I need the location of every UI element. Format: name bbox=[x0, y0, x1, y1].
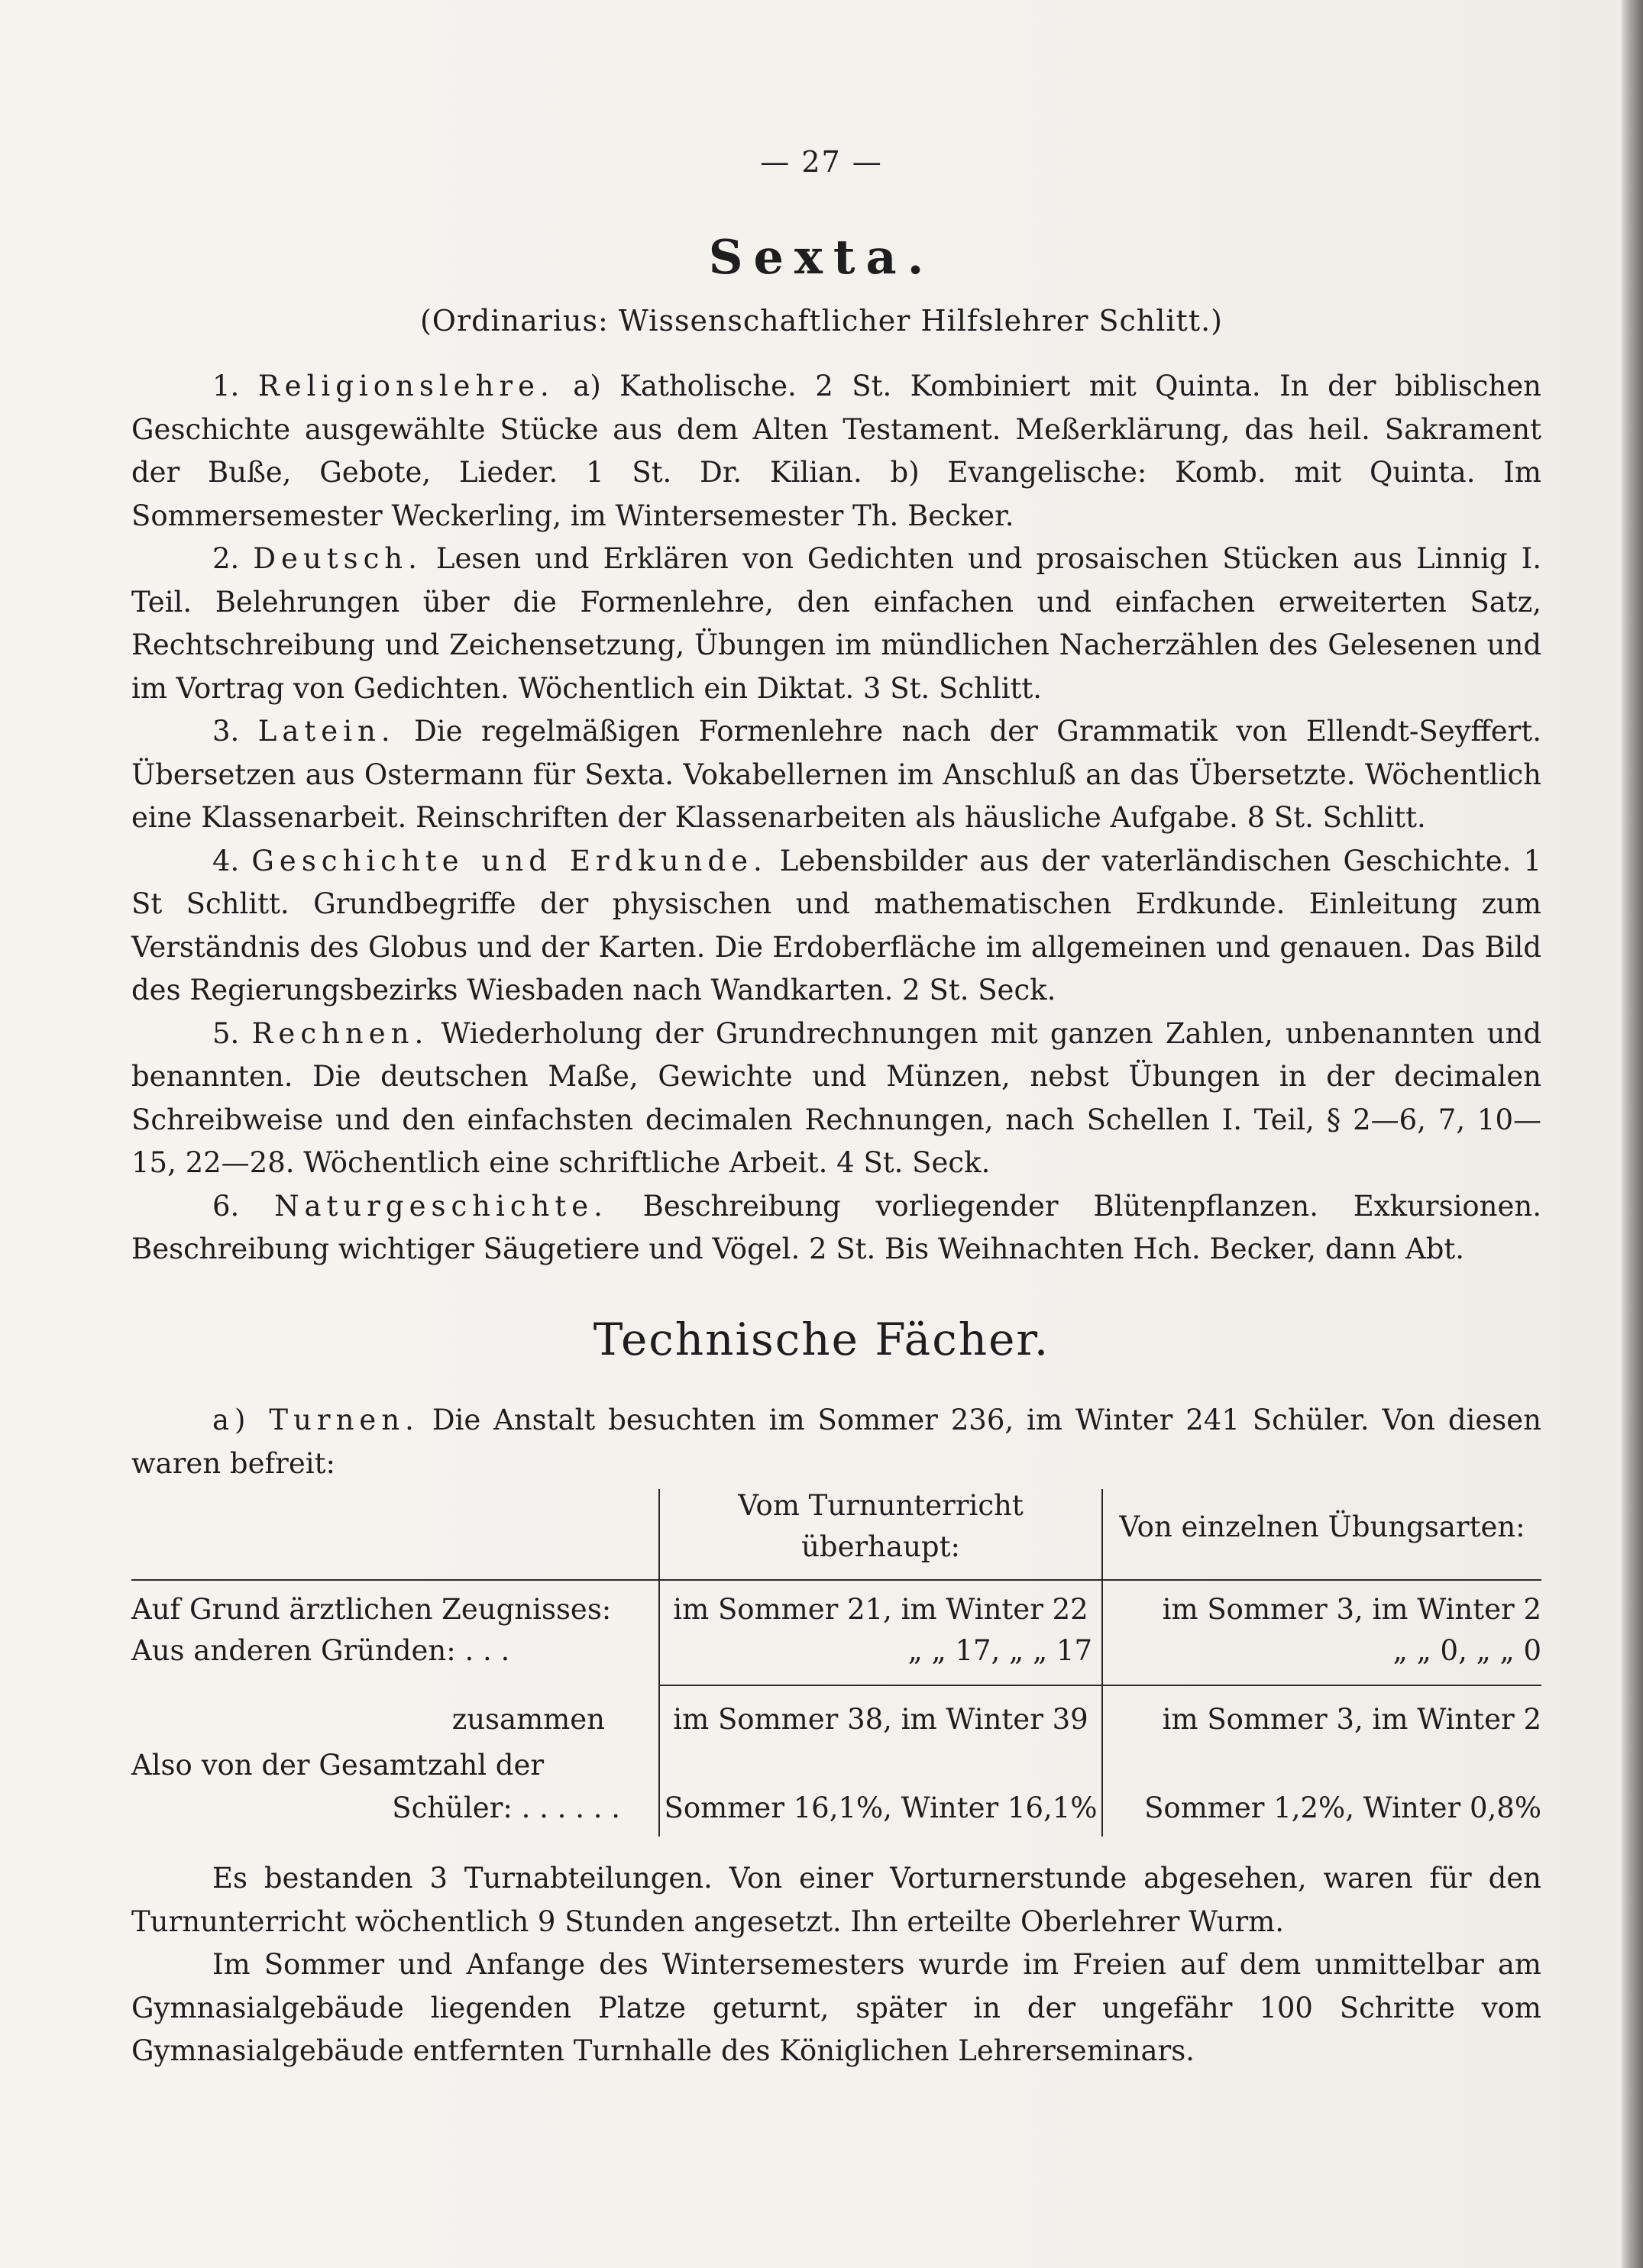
turnen-label: a) Turnen. bbox=[212, 1404, 419, 1436]
subject-number: 5. bbox=[212, 1016, 240, 1050]
header-col3: Von einzelnen Übungsarten: bbox=[1119, 1510, 1525, 1543]
table-header-rule bbox=[131, 1579, 1541, 1581]
total-label-line2: Schüler: . . . . . . bbox=[392, 1791, 620, 1824]
row-medical-col3: im Sommer 3, im Winter 2 bbox=[1162, 1593, 1541, 1626]
subject-name: Rechnen. bbox=[251, 1016, 429, 1050]
ordinarius-line: (Ordinarius: Wissenschaftlicher Hilfslehrer Schlitt.) bbox=[419, 304, 1224, 338]
subject-number: 4. bbox=[212, 844, 240, 877]
subject-paragraph-religion bbox=[131, 365, 1541, 538]
subject-paragraph-geschichte bbox=[131, 840, 1541, 1013]
sum-label: zusammen bbox=[451, 1703, 605, 1736]
subject-text: Lesen und Erklären von Gedichten und prosaischen Stücken aus Linnig I. Teil. Belehrungen über die Formenlehre, den einfachen und einfachen erweiterten Satz, Rechtschreibung und Zeichensetzung, Übungen im mündlichen Nacherzählen des Gelesenen und im Vortrag von Gedichten. Wöchentlich ein Diktat. 3 St. Schlitt. bbox=[131, 542, 1541, 705]
row-label-other: Aus anderen Gründen: . . . bbox=[131, 1634, 510, 1667]
header-col2-line2: überhaupt: bbox=[801, 1530, 960, 1563]
subject-paragraph-latein bbox=[131, 710, 1541, 840]
subject-paragraph-rechnen bbox=[131, 1013, 1541, 1185]
turnen-text: Die Anstalt besuchten im Sommer 236, im Winter 241 Schüler. Von diesen waren befreit: bbox=[131, 1404, 1541, 1480]
total-label-line1: Also von der Gesamtzahl der bbox=[131, 1749, 545, 1782]
row-other-col2: „ „ 17, „ „ 17 bbox=[907, 1634, 1092, 1667]
subjects-section bbox=[131, 365, 1541, 1271]
subject-name: Latein. bbox=[257, 715, 396, 748]
subject-name: Religionslehre. bbox=[257, 370, 555, 402]
turnen-intro bbox=[131, 1399, 1541, 1485]
page-number: — 27 — bbox=[760, 145, 883, 179]
subject-name: Geschichte und Erdkunde. bbox=[251, 844, 768, 877]
subject-paragraph-deutsch bbox=[131, 538, 1541, 710]
subject-number: 1. bbox=[212, 370, 240, 402]
subject-name: Naturgeschichte. bbox=[274, 1189, 608, 1223]
sum-col3: im Sommer 3, im Winter 2 bbox=[1162, 1703, 1541, 1736]
subject-number: 2. bbox=[212, 542, 240, 575]
row-other-col3: „ „ 0, „ „ 0 bbox=[1392, 1634, 1541, 1667]
subject-text: a) Katholische. 2 St. Kombiniert mit Quinta. In der biblischen Geschichte ausgewählte Stücke aus dem Alten Testament. Meßerklärung, das heil. Sakrament der Buße, Gebote, Lieder. 1 St. Dr. Kilian. b) Evangelische: Komb. mit Quinta. Im Sommersemester Weckerling, im Wintersemester Th. Becker. bbox=[131, 370, 1542, 532]
subject-paragraph-naturgeschichte bbox=[131, 1185, 1541, 1271]
closing-paragraph-1: Es bestanden 3 Turnabteilungen. Von einer Vorturnerstunde abgesehen, waren für den Turnunterricht wöchentlich 9 Stunden angesetzt. Ihn erteilte Oberlehrer Wurm. bbox=[131, 1862, 1541, 1938]
subject-number: 6. bbox=[212, 1189, 240, 1223]
subject-name: Deutsch. bbox=[253, 542, 422, 575]
total-col3: Sommer 1,2%, Winter 0,8% bbox=[1144, 1791, 1541, 1824]
subject-text: Lebensbilder aus der vaterländischen Geschichte. 1 St Schlitt. Grundbegriffe der physischen und mathematischen Erdkunde. Einleitung zum Verständnis des Globus und der Karten. Die Erdoberfläche im allgemeinen und genauen. Das Bild des Regierungsbezirks Wiesbaden nach Wandkarten. 2 St. Seck. bbox=[131, 844, 1541, 1006]
turnen-paragraph bbox=[131, 1399, 1541, 1485]
technical-subjects-heading: Technische Fächer. bbox=[593, 1313, 1050, 1365]
subject-text: Die regelmäßigen Formenlehre nach der Grammatik von Ellendt-Seyffert. Übersetzen aus Ostermann für Sexta. Vokabellernen im Anschluß an das Übersetzte. Wöchentlich eine Klassenarbeit. Reinschriften der Klassenarbeiten als häusliche Aufgabe. 8 St. Schlitt. bbox=[131, 715, 1541, 834]
sum-col2: im Sommer 38, im Winter 39 bbox=[673, 1703, 1088, 1736]
exemption-table bbox=[131, 1489, 1541, 1837]
table-sum-rule bbox=[658, 1685, 1541, 1686]
closing-paragraph-2: Im Sommer und Anfange des Wintersemesters wurde im Freien auf dem unmittelbar am Gymnasialgebäude liegenden Platze geturnt, später in der ungefähr 100 Schritte vom Gymnasialgebäude entfernten Turnhalle des Königlichen Lehrerseminars. bbox=[131, 1948, 1541, 2067]
subject-text: Wiederholung der Grundrechnungen mit ganzen Zahlen, unbenannten und benannten. Die deutschen Maße, Gewichte und Münzen, nebst Übungen in der decimalen Schreibweise und den einfachsten decimalen Rechnungen, nach Schellen I. Teil, § 2—6, 7, 10—15, 22—28. Wöchentlich eine schriftliche Arbeit. 4 St. Seck. bbox=[131, 1016, 1542, 1179]
header-col2-line1: Vom Turnunterricht bbox=[738, 1489, 1024, 1522]
page-edge-shadow bbox=[1622, 0, 1643, 2268]
row-label-medical: Auf Grund ärztlichen Zeugnisses: bbox=[131, 1593, 612, 1626]
subject-number: 3. bbox=[212, 715, 240, 748]
closing-section bbox=[131, 1857, 1541, 2073]
subject-text: Beschreibung vorliegender Blütenpflanzen. Exkursionen. Beschreibung wichtiger Säugetiere und Vögel. 2 St. Bis Weihnachten Hch. Becker, dann Abt. bbox=[131, 1189, 1541, 1265]
section-title: Sexta. bbox=[708, 229, 935, 285]
total-col2: Sommer 16,1%, Winter 16,1% bbox=[664, 1791, 1098, 1824]
row-medical-col2: im Sommer 21, im Winter 22 bbox=[673, 1593, 1088, 1626]
